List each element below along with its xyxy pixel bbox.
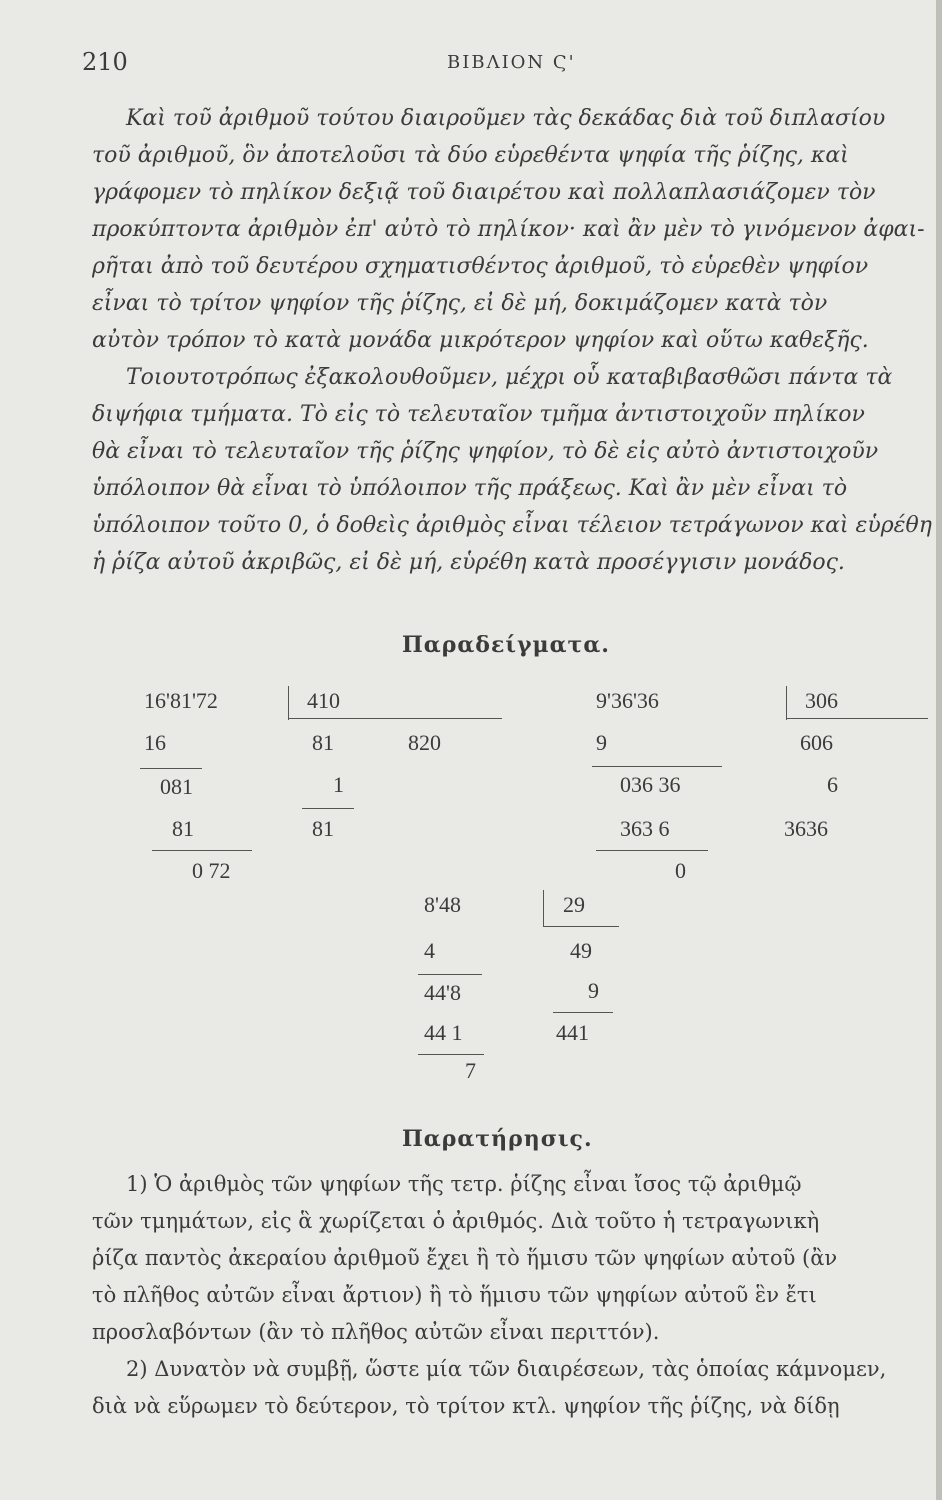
root-rule <box>288 718 502 719</box>
calc-value: 1 <box>333 772 344 797</box>
calc-value: 9'36'36 <box>596 688 659 713</box>
main-paragraph <box>92 100 932 581</box>
text-line: διψήφια τμήματα. Τὸ εἰς τὸ τελευταῖον τμῆμα ἀντιστοιχοῦν πηλίκον <box>92 402 865 427</box>
page-number: 210 <box>82 48 128 76</box>
text-line: Τοιουτοτρόπως ἐξακολουθοῦμεν, μέχρι οὗ καταβιβασθῶσι πάντα τὰ <box>126 365 893 390</box>
rule <box>418 1054 484 1055</box>
root-rule <box>543 926 619 927</box>
calc-value: 9 <box>596 730 607 755</box>
root-value: 29 <box>563 892 585 917</box>
text-line: ὑπόλοιπον θὰ εἶναι τὸ ὑπόλοιπον τῆς πράξεως. Καὶ ἂν μὲν εἶναι τὸ <box>92 476 848 501</box>
calc-value: 0 <box>675 858 686 883</box>
rule <box>553 1012 613 1013</box>
rule <box>596 850 708 851</box>
text-line: αὐτὸν τρόπον τὸ κατὰ μονάδα μικρότερον ψηφίον καὶ οὕτω καθεξῆς. <box>92 328 869 353</box>
text-line: Καὶ τοῦ ἀριθμοῦ τούτου διαιροῦμεν τὰς δεκάδας διὰ τοῦ διπλασίου <box>126 106 886 131</box>
calc-value: 49 <box>570 938 592 963</box>
rule <box>152 850 252 851</box>
calc-value: 4 <box>424 938 435 963</box>
calc-value: 6 <box>827 772 838 797</box>
calc-value: 441 <box>556 1020 589 1045</box>
text-line: ῥίζα παντὸς ἀκεραίου ἀριθμοῦ ἔχει ἢ τὸ ἥμισυ τῶν ψηφίων αὐτοῦ (ἂν <box>92 1246 838 1270</box>
page-header <box>82 48 902 78</box>
text-line: εἶναι τὸ τρίτον ψηφίον τῆς ῥίζης, εἰ δὲ μή, δοκιμάζομεν κατὰ τὸν <box>92 291 828 316</box>
calc-value: 16'81'72 <box>144 688 218 713</box>
calc-value: 0 72 <box>192 858 231 883</box>
calc-value: 8'48 <box>424 892 461 917</box>
rule <box>418 974 482 975</box>
calc-value: 081 <box>160 774 193 799</box>
root-bracket <box>288 686 289 720</box>
calc-value: 9 <box>588 978 599 1003</box>
calc-value: 606 <box>800 730 833 755</box>
text-line: τοῦ ἀριθμοῦ, ὃν ἀποτελοῦσι τὰ δύο εὑρεθέντα ψηφία τῆς ῥίζης, καὶ <box>92 143 849 168</box>
text-line: 1) Ὁ ἀριθμὸς τῶν ψηφίων τῆς τετρ. ῥίζης εἶναι ἴσος τῷ ἀριθμῷ <box>126 1172 802 1196</box>
examples-heading: Παραδείγματα. <box>402 632 610 658</box>
root-bracket <box>786 686 787 720</box>
rule <box>140 768 202 769</box>
text-line: θὰ εἶναι τὸ τελευταῖον τῆς ῥίζης ψηφίον, τὸ δὲ εἰς αὐτὸ ἀντιστοιχοῦν <box>92 439 879 464</box>
text-line: τῶν τμημάτων, εἰς ἃ χωρίζεται ὁ ἀριθμός. Διὰ τοῦτο ἡ τετραγωνικὴ <box>92 1209 820 1233</box>
rule <box>592 766 722 767</box>
text-line: ὑπόλοιπον τοῦτο 0, ὁ δοθεὶς ἀριθμὸς εἶναι τέλειον τετράγωνον καὶ εὑρέθη <box>92 513 932 538</box>
text-line: τὸ πλῆθος αὐτῶν εἶναι ἄρτιον) ἢ τὸ ἥμισυ τῶν ψηφίων αὐτοῦ ἓν ἔτι <box>92 1283 817 1307</box>
calc-value: 44'8 <box>424 980 461 1005</box>
text-line: ἡ ῥίζα αὐτοῦ ἀκριβῶς, εἰ δὲ μή, εὑρέθη κατὰ προσέγγισιν μονάδος. <box>92 550 845 575</box>
calc-value: 7 <box>465 1058 476 1083</box>
calc-value: 81 <box>312 816 334 841</box>
text-line: γράφομεν τὸ πηλίκον δεξιᾷ τοῦ διαιρέτου καὶ πολλαπλασιάζομεν τὸν <box>92 180 876 205</box>
calc-value: 16 <box>144 730 166 755</box>
text-line: προκύπτοντα ἀριθμὸν ἐπ' αὐτὸ τὸ πηλίκον· καὶ ἂν μὲν τὸ γινόμενον ἀφαι- <box>92 217 925 242</box>
calc-value: 3636 <box>784 816 828 841</box>
text-line: ρῆται ἀπὸ τοῦ δευτέρου σχηματισθέντος ἀριθμοῦ, τὸ εὑρεθὲν ψηφίον <box>92 254 869 279</box>
page-edge-shadow <box>936 0 942 1500</box>
root-rule <box>786 718 928 719</box>
calc-value: 81 <box>312 730 334 755</box>
rule <box>302 808 354 809</box>
calc-value: 81 <box>172 816 194 841</box>
root-bracket <box>543 890 544 926</box>
text-line: προσλαβόντων (ἂν τὸ πλῆθος αὐτῶν εἶναι περιττόν). <box>92 1320 660 1344</box>
divisor-value: 820 <box>408 730 441 755</box>
text-line: διὰ νὰ εὕρωμεν τὸ δεύτερον, τὸ τρίτον κτλ. ψηφίον τῆς ῥίζης, νὰ δίδῃ <box>92 1394 840 1418</box>
remarks-heading: Παρατήρησις. <box>402 1126 593 1152</box>
root-value: 410 <box>307 688 340 713</box>
text-line: 2) Δυνατὸν νὰ συμβῇ, ὥστε μία τῶν διαιρέσεων, τὰς ὁποίας κάμνομεν, <box>126 1357 887 1381</box>
running-head: ΒΙΒΛΙΟΝ Ϛ' <box>447 52 576 73</box>
calc-value: 036 36 <box>620 772 681 797</box>
root-value: 306 <box>805 688 838 713</box>
remarks-paragraph <box>92 1166 932 1425</box>
calc-value: 44 1 <box>424 1020 463 1045</box>
calc-value: 363 6 <box>620 816 670 841</box>
